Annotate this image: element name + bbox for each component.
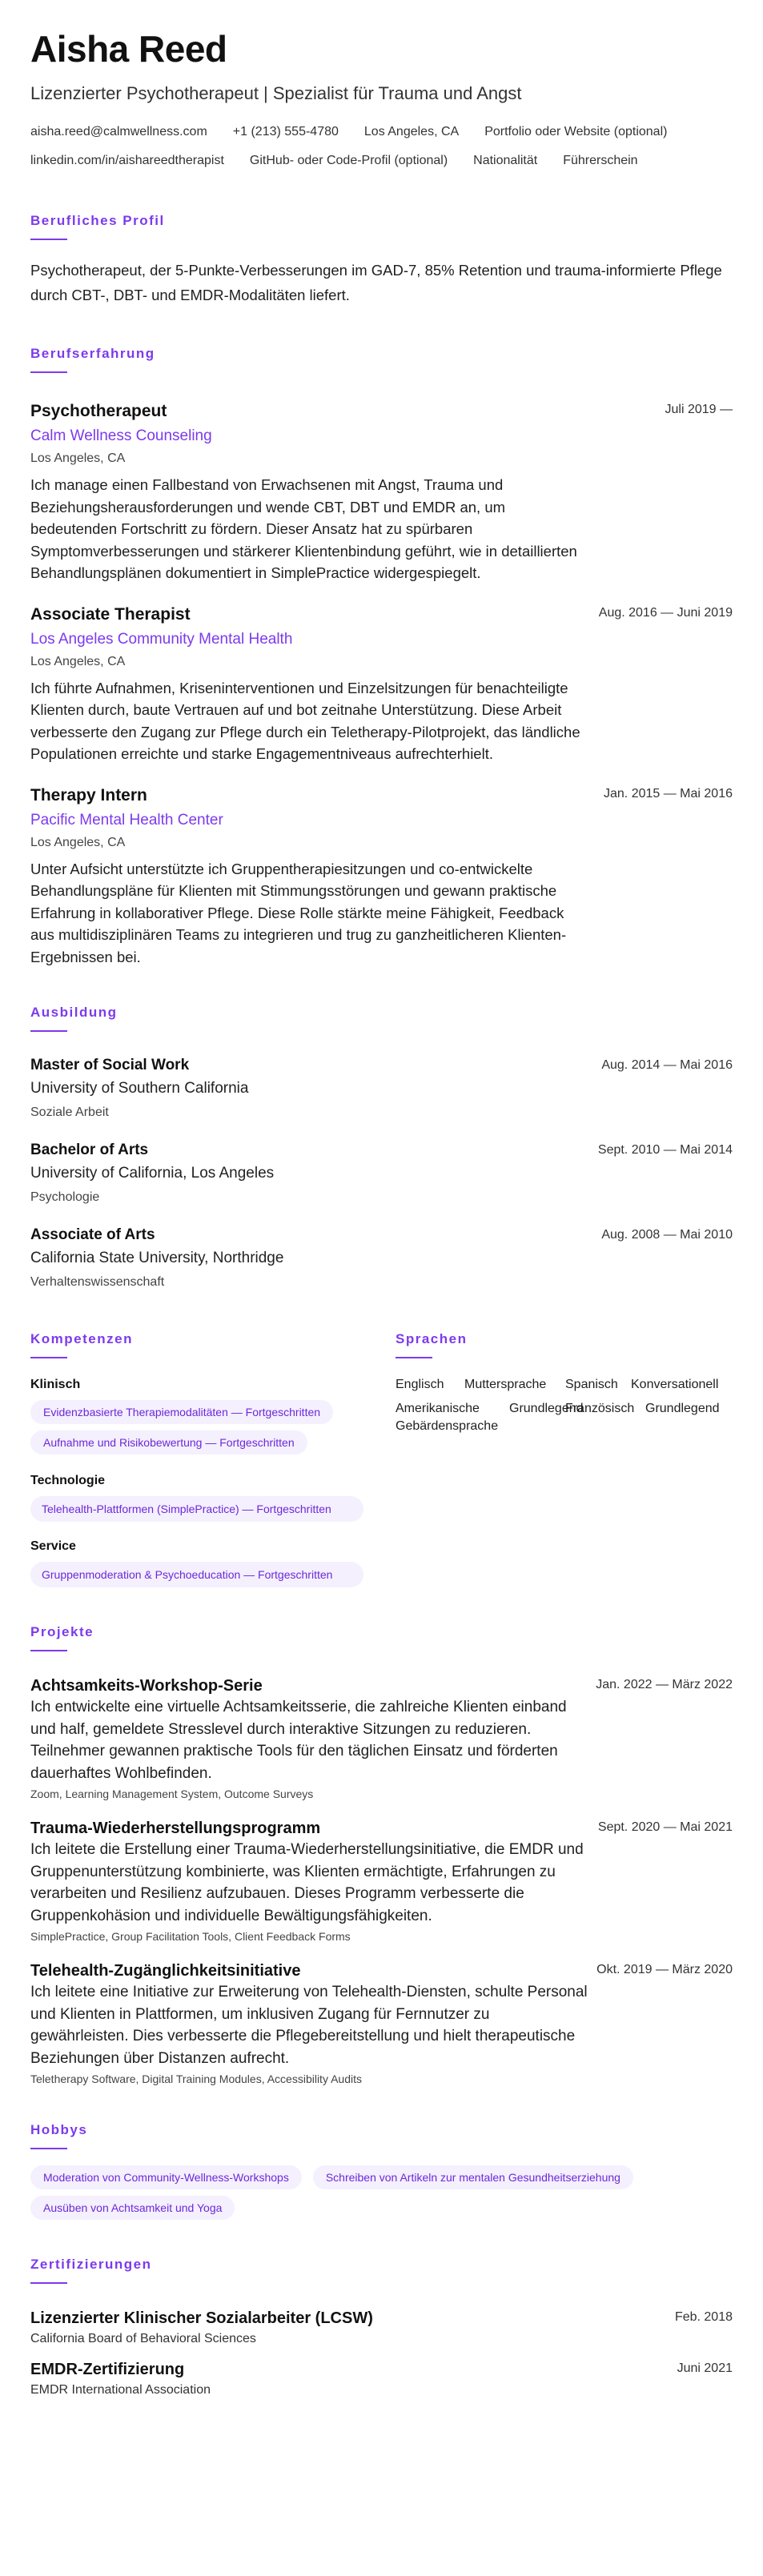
skill-group-title: Klinisch [30, 1378, 81, 1391]
contact-github[interactable]: GitHub- oder Code-Profil (optional) [249, 154, 448, 167]
education-entry [30, 1141, 733, 1206]
section-title-summary: Berufliches Profil [30, 213, 165, 228]
summary-section [30, 213, 733, 307]
project-tools: Teletherapy Software, Digital Training Modules, Accessibility Audits [30, 2072, 362, 2085]
hobby-pill: Schreiben von Artikeln zur mentalen Gesundheitserziehung [313, 2165, 633, 2189]
edu-school: California State University, Northridge [30, 1250, 284, 1266]
contact-location: Los Angeles, CA [363, 125, 460, 138]
hobby-pill: Ausüben von Achtsamkeit und Yoga [30, 2196, 235, 2220]
candidate-headline: Lizenzierter Psychotherapeut | Spezialist für Trauma und Angst [30, 83, 522, 103]
job-role: Therapy Intern [30, 785, 147, 804]
section-divider [30, 1357, 67, 1358]
job-description: Ich manage einen Fallbestand von Erwachsenen mit Angst, Trauma und Beziehungsherausforderungen und wende CBT, DBT und EMDR an, um bedeutenden Fortschritt zu fördern. Dieser Ansatz hat zu spürbaren Symptomverbesserungen und stärkerer Klientenbindung geführt, wie in detaillierten Behandlungsplänen dokumentiert in SimplePractice widergespiegelt. [30, 476, 577, 581]
resume-header [30, 29, 733, 170]
skill-group [30, 1376, 396, 1455]
section-divider [30, 371, 67, 373]
cert-name: EMDR-Zertifizierung [30, 2361, 185, 2378]
job-company: Calm Wellness Counseling [30, 427, 212, 444]
skills-languages-row [30, 1331, 733, 1587]
contact-linkedin[interactable]: linkedin.com/in/aishareedtherapist [30, 154, 224, 167]
project-entry [30, 1675, 733, 1802]
skill-pill: Aufnahme und Risikobewertung — Fortgeschritten [30, 1430, 307, 1455]
experience-entry [30, 604, 733, 765]
skills-section [30, 1331, 396, 1587]
skill-group-title: Service [30, 1539, 76, 1553]
section-divider [30, 239, 67, 240]
candidate-name: Aisha Reed [30, 28, 227, 70]
edu-degree: Master of Social Work [30, 1057, 190, 1073]
job-location: Los Angeles, CA [30, 835, 126, 849]
experience-entry [30, 784, 733, 969]
project-description: Ich leitete eine Initiative zur Erweiterung von Telehealth-Diensten, schulte Personal und Klienten in Plattformen, um inklusiven Zugang für Fernnutzer zu gewährleisten. Dies verbesserte die Pflegebereitstellung und hielt therapeutische Beziehungen über Distanzen aufrecht. [30, 1984, 588, 2067]
education-section [30, 1005, 733, 1291]
language-name: Englisch [396, 1378, 444, 1391]
language-level: Grundlegend [645, 1402, 720, 1415]
edu-field: Verhaltenswissenschaft [30, 1275, 165, 1289]
edu-date: Sept. 2010 — Mai 2014 [597, 1143, 733, 1157]
experience-section [30, 346, 733, 968]
section-divider [30, 2282, 67, 2284]
section-title-hobbies: Hobbys [30, 2122, 88, 2137]
job-company: Los Angeles Community Mental Health [30, 630, 293, 648]
edu-degree: Bachelor of Arts [30, 1142, 149, 1158]
project-description: Ich entwickelte eine virtuelle Achtsamkeitsserie, die zahlreiche Klienten einband und half, gemeldete Stresslevel durch interaktive Sitzungen zu reduzieren. Teilnehmer gewannen praktische Tools für den täglichen Einsatz und förderten dauerhaftes Wohlbefinden. [30, 1699, 567, 1782]
education-entry [30, 1226, 733, 1291]
contact-info [30, 123, 733, 141]
language-level: Grundlegend [509, 1402, 584, 1415]
hobbies-section [30, 2122, 733, 2220]
section-title-certifications: Zertifizierungen [30, 2257, 152, 2272]
cert-issuer: EMDR International Association [30, 2383, 211, 2397]
cert-issuer: California Board of Behavioral Sciences [30, 2332, 256, 2345]
projects-section [30, 1624, 733, 2087]
job-date: Jan. 2015 — Mai 2016 [604, 786, 733, 800]
project-description: Ich leitete die Erstellung einer Trauma-Wiederherstellungsinitiative, die EMDR und Gruppenunterstützung kombinierte, was Klienten ermächtigte, Erfahrungen zu verarbeiten und Resilienz aufzubauen. Dieses Programm verbesserte die Gruppenkohäsion und individuelle Bewältigungsfähigkeiten. [30, 1841, 584, 1924]
project-entry [30, 1818, 733, 1944]
skill-group-title: Technologie [30, 1474, 106, 1487]
language-row [396, 1376, 733, 1394]
section-divider [30, 1030, 67, 1032]
language-name: Spanisch [565, 1378, 618, 1391]
job-description: Ich führte Aufnahmen, Kriseninterventionen und Einzelsitzungen für benachteiligte Klienten durch, baute Vertrauen auf und bot zeitnahe Unterstützung. Diese Arbeit verbesserte den Zugang zur Pflege durch ein Teletherapy-Pilotprojekt, das ländliche Populationen erreichte und starke Engagementniveaus aufrechterhielt. [30, 679, 580, 762]
language-row [396, 1400, 733, 1435]
skill-pill: Gruppenmoderation & Psychoeducation — Fortgeschritten [30, 1562, 363, 1587]
section-divider [30, 1650, 67, 1651]
summary-text: Psychotherapeut, der 5-Punkte-Verbesserungen im GAD-7, 85% Retention und trauma-informierte Pflege durch CBT-, DBT- und EMDR-Modalitäten liefert. [30, 262, 722, 303]
project-date: Okt. 2019 — März 2020 [596, 1963, 733, 1976]
section-title-experience: Berufserfahrung [30, 346, 155, 361]
certifications-section [30, 2257, 733, 2399]
contact-drivers-license: Führerschein [563, 154, 638, 167]
contact-email[interactable]: aisha.reed@calmwellness.com [30, 125, 207, 138]
job-location: Los Angeles, CA [30, 654, 126, 668]
project-entry [30, 1960, 733, 2087]
edu-school: University of California, Los Angeles [30, 1165, 275, 1182]
edu-degree: Associate of Arts [30, 1226, 155, 1243]
certification-entry [30, 2308, 733, 2348]
section-divider [396, 1357, 432, 1358]
project-tools: SimplePractice, Group Facilitation Tools, Client Feedback Forms [30, 1930, 351, 1943]
hobby-pill: Moderation von Community-Wellness-Workshops [30, 2165, 302, 2189]
job-location: Los Angeles, CA [30, 451, 126, 465]
edu-field: Psychologie [30, 1190, 100, 1204]
cert-name: Lizenzierter Klinischer Sozialarbeiter (LCSW) [30, 2309, 373, 2327]
job-company: Pacific Mental Health Center [30, 811, 223, 829]
project-title: Achtsamkeits-Workshop-Serie [30, 1677, 263, 1695]
experience-entry [30, 400, 733, 584]
section-title-skills: Kompetenzen [30, 1331, 133, 1346]
job-role: Psychotherapeut [30, 402, 167, 420]
certification-entry [30, 2359, 733, 2399]
job-role: Associate Therapist [30, 604, 191, 624]
hobby-list [30, 2165, 733, 2220]
language-name: Französisch [565, 1402, 635, 1415]
edu-date: Aug. 2008 — Mai 2010 [601, 1228, 733, 1242]
project-title: Telehealth-Zugänglichkeitsinitiative [30, 1962, 301, 1980]
project-date: Jan. 2022 — März 2022 [596, 1678, 733, 1691]
education-entry [30, 1056, 733, 1121]
skill-pill: Telehealth-Plattformen (SimplePractice) — Fortgeschritten [30, 1496, 363, 1522]
contact-info-secondary [30, 152, 733, 170]
project-tools: Zoom, Learning Management System, Outcome Surveys [30, 1788, 314, 1800]
project-date: Sept. 2020 — Mai 2021 [597, 1820, 733, 1834]
contact-phone[interactable]: +1 (213) 555-4780 [232, 125, 339, 138]
contact-portfolio[interactable]: Portfolio oder Website (optional) [484, 125, 668, 138]
job-date: Juli 2019 — [665, 403, 733, 416]
skill-pill: Evidenzbasierte Therapiemodalitäten — Fortgeschritten [30, 1400, 333, 1424]
cert-date: Juni 2021 [677, 2361, 733, 2375]
job-date: Aug. 2016 — Juni 2019 [598, 605, 733, 620]
edu-field: Soziale Arbeit [30, 1105, 109, 1119]
language-level: Muttersprache [464, 1378, 547, 1391]
section-divider [30, 2148, 67, 2149]
section-title-languages: Sprachen [396, 1331, 468, 1346]
languages-section [396, 1331, 733, 1587]
job-description: Unter Aufsicht unterstützte ich Gruppentherapiesitzungen und co-entwickelte Behandlungspläne für Klienten mit Stimmungsstörungen und gewann praktische Erfahrung in kollaborativer Pflege. Diese Rolle stärkte meine Fähigkeit, Feedback aus multidisziplinären Teams zu integrieren und trug zu ganzheitlicheren Klienten-Ergebnissen bei. [30, 860, 567, 965]
skill-group [30, 1538, 396, 1587]
section-title-education: Ausbildung [30, 1005, 118, 1020]
language-name: Amerikanische Gebärdensprache [396, 1402, 499, 1433]
project-title: Trauma-Wiederherstellungsprogramm [30, 1820, 321, 1837]
section-title-projects: Projekte [30, 1624, 94, 1639]
edu-date: Aug. 2014 — Mai 2016 [601, 1058, 733, 1072]
cert-date: Feb. 2018 [674, 2310, 733, 2324]
edu-school: University of Southern California [30, 1080, 249, 1097]
language-level: Konversationell [631, 1378, 719, 1391]
contact-nationality: Nationalität [473, 154, 538, 167]
skill-group [30, 1472, 396, 1522]
